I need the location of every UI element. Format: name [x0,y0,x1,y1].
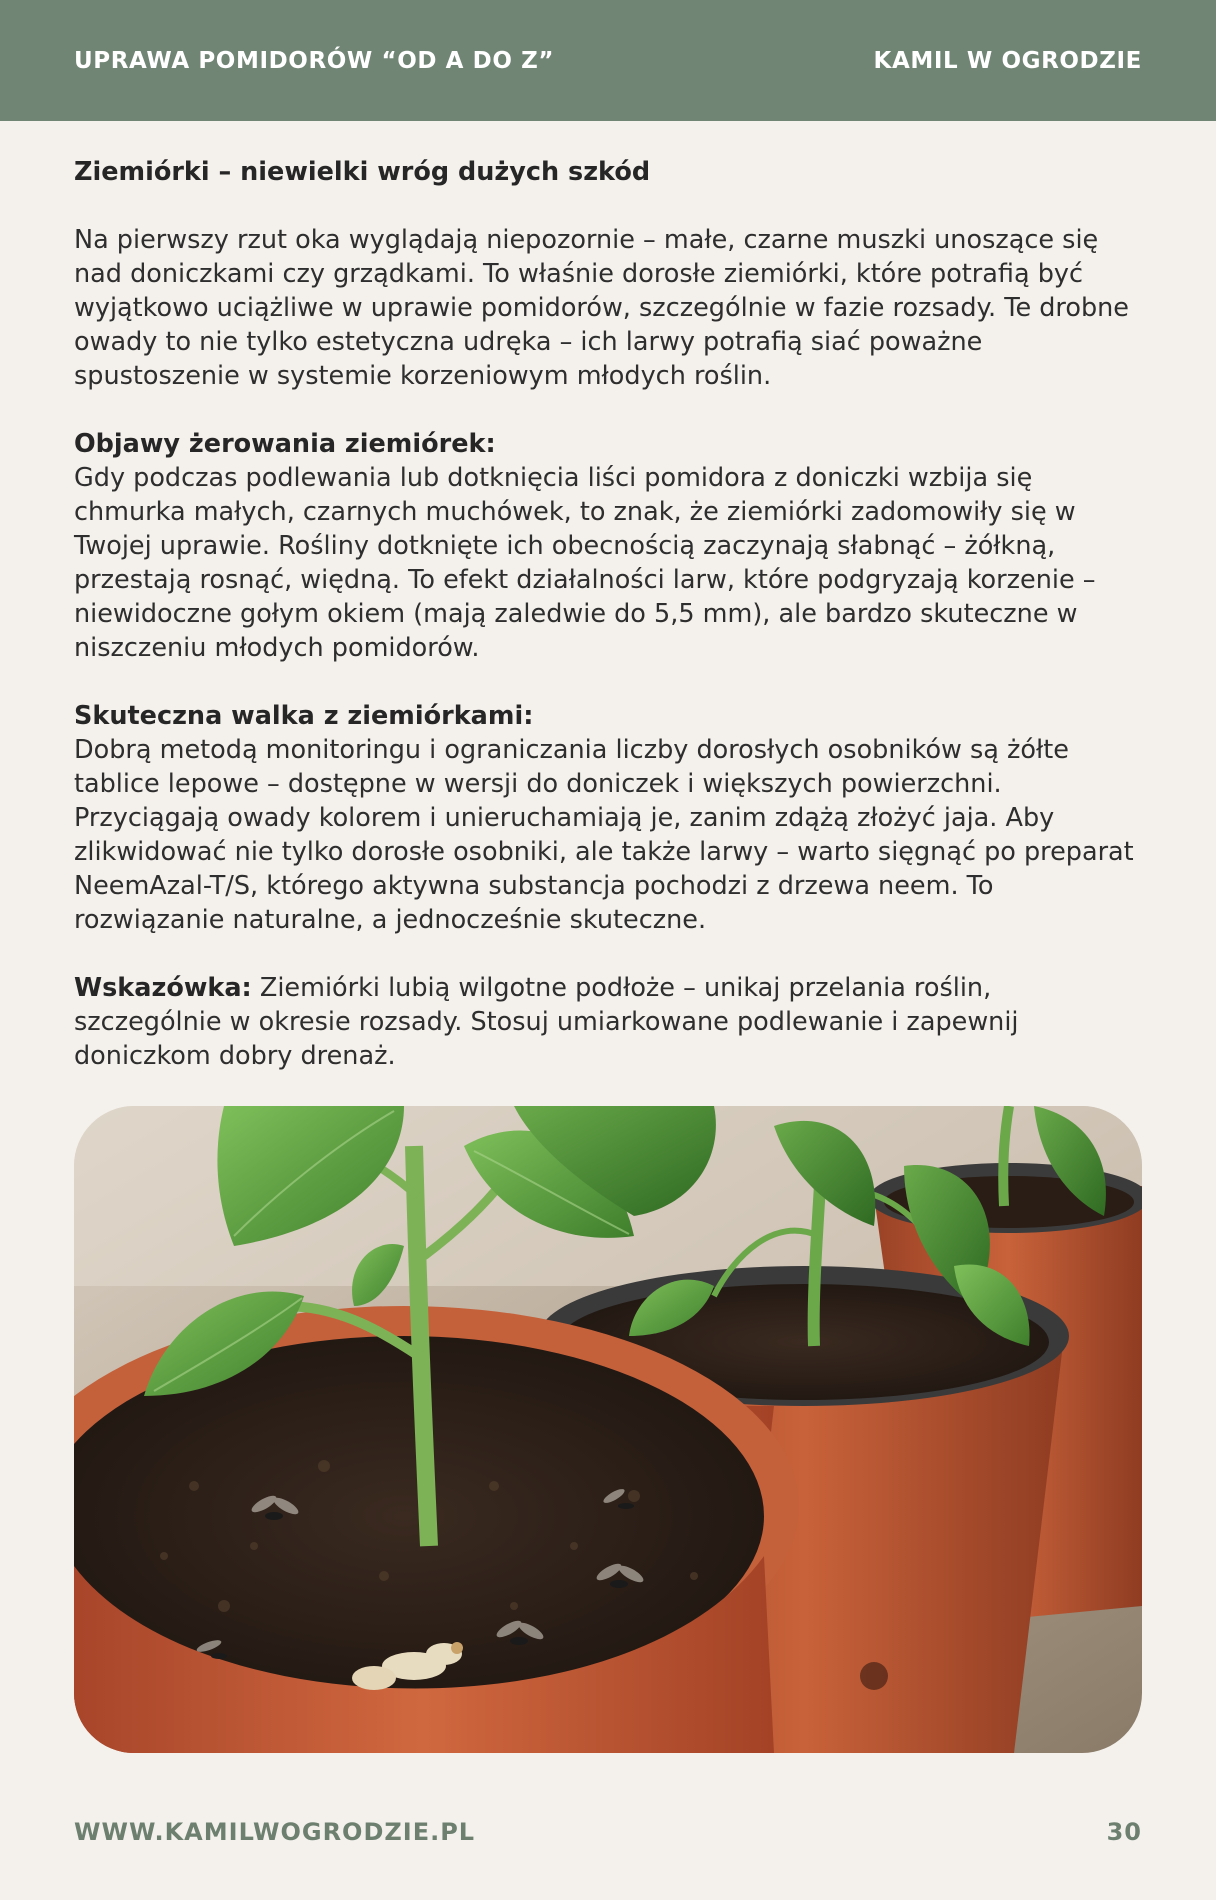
article-heading: Ziemiórki – niewielki wróg dużych szkód [74,157,651,187]
symptoms-section [74,427,1144,665]
page-number: 30 [1106,1818,1142,1846]
page-header [0,0,1216,121]
fight-text: Dobrą metodą monitoringu i ograniczania liczby dorosłych osobników są żółte tablice lepowe – dostępne w wersji do doniczek i większych powierzchni. Przyciągają owady kolorem i unieruchamiają je, zanim zdążą złożyć jaja. Aby zlikwidować nie tylko dorosłe osobniki, ale także larwy – warto sięgnąć po preparat NeemAzal-T/S, którego aktywna substancja pochodzi z drzewa neem. To rozwiązanie naturalne, a jednocześnie skuteczne. [74,735,1134,935]
page-footer [74,1818,1142,1846]
tip-label: Wskazówka: [74,973,252,1003]
header-series-title: UPRAWA POMIDORÓW “OD A DO Z” [74,47,555,74]
header-brand: KAMIL W OGRODZIE [873,47,1142,74]
symptoms-heading: Objawy żerowania ziemiórek: [74,429,496,459]
tip-text: Ziemiórki lubią wilgotne podłoże – unikaj przelania roślin, szczególnie w okresie rozsady. Stosuj umiarkowane podlewanie i zapewnij doniczkom dobry drenaż. [74,973,1019,1071]
fight-heading: Skuteczna walka z ziemiórkami: [74,701,534,731]
symptoms-text: Gdy podczas podlewania lub dotknięcia liści pomidora z doniczki wzbija się chmurka małych, czarnych muchówek, to znak, że ziemiórki zadomowiły się w Twojej uprawie. Rośliny dotknięte ich obecnością zaczynają słabnąć – żółkną, przestają rosnąć, więdną. To efekt działalności larw, które podgryzają korzenie – niewidoczne gołym okiem (mają zaledwie do 5,5 mm), ale bardzo skuteczne w niszczeniu młodych pomidorów. [74,463,1096,663]
fight-section [74,699,1144,937]
tip-section [74,971,1144,1073]
footer-website-link[interactable]: WWW.KAMILWOGRODZIE.PL [74,1818,476,1846]
intro-paragraph: Na pierwszy rzut oka wyglądają niepozornie – małe, czarne muszki unoszące się nad doniczkami czy grządkami. To właśnie dorosłe ziemiórki, które potrafią być wyjątkowo uciążliwe w uprawie pomidorów, szczególnie w fazie rozsady. Te drobne owady to nie tylko estetyczna udręka – ich larwy potrafią siać poważne spustoszenie w systemie korzeniowym młodych roślin. [74,225,1129,391]
article-body [74,155,1144,1107]
seedling-photo [74,1106,1142,1753]
